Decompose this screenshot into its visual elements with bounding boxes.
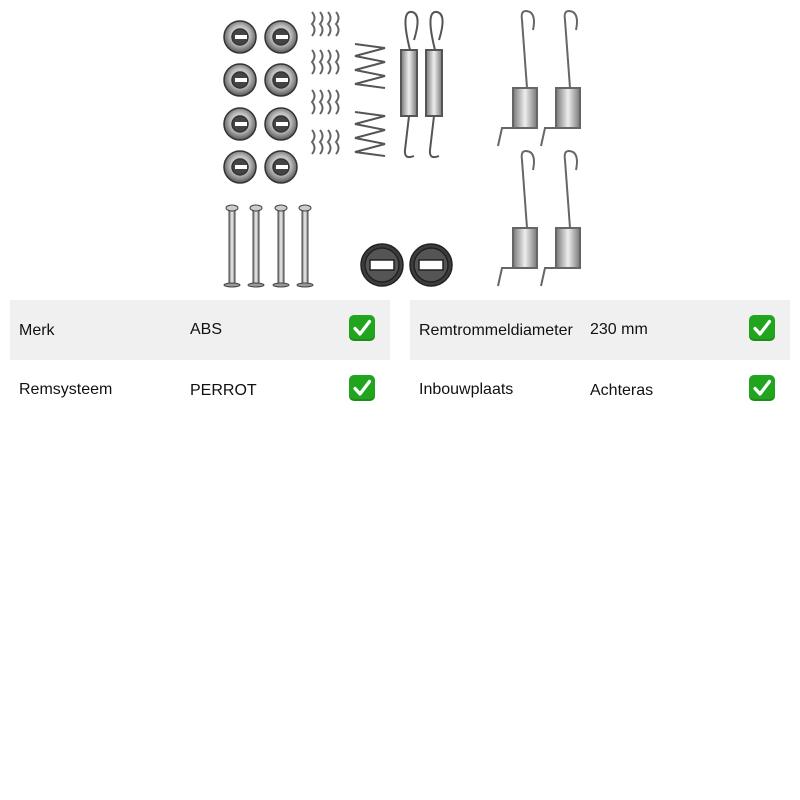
spec-label: Remtrommeldiameter [419, 322, 573, 339]
check-mark-icon [349, 375, 375, 401]
brake-kit-illustration [200, 0, 600, 290]
hold-down-pins [224, 205, 313, 287]
retainer-cups [224, 21, 297, 183]
check-mark-icon [349, 315, 375, 341]
spec-value: PERROT [190, 382, 257, 399]
small-springs [312, 12, 339, 154]
cone-springs [355, 44, 385, 156]
check-mark-icon [749, 315, 775, 341]
spec-table-left [10, 300, 390, 420]
spec-label: Inbouwplaats [419, 381, 514, 398]
return-springs-short [401, 12, 443, 157]
spec-row-brand [10, 300, 390, 360]
spec-row-mounting-position [410, 360, 790, 420]
product-image [200, 0, 600, 290]
adjuster-cups [361, 244, 452, 286]
spec-row-brake-system [10, 360, 390, 420]
spec-value: Achteras [590, 382, 654, 399]
return-springs-long [498, 11, 580, 286]
spec-label: Remsysteem [19, 381, 113, 398]
spec-table-right [410, 300, 790, 420]
spec-row-drum-diameter [410, 300, 790, 360]
spec-value: 230 mm [590, 321, 648, 338]
spec-value: ABS [190, 321, 223, 338]
spec-label: Merk [19, 322, 55, 339]
check-mark-icon [749, 375, 775, 401]
